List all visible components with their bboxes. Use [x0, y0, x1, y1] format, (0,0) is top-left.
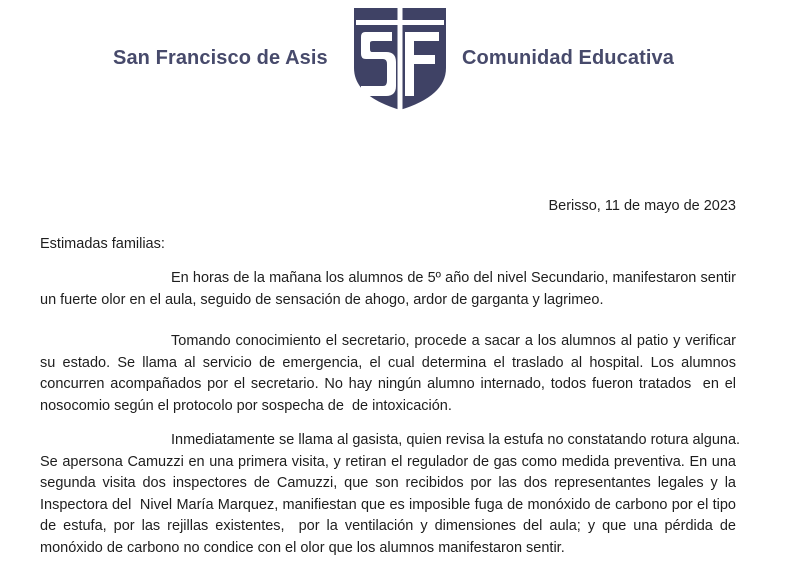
paragraph-line: nosocomio según el protocolo por sospecha de de intoxicación. [40, 397, 452, 414]
paragraph-line: concurren acompañados por el secretario. No hay ningún alumno internado, todos fueron tratados en el [40, 376, 736, 392]
salutation: Estimadas familias: [40, 236, 165, 252]
paragraph-line: su estado. Se llama al servicio de emergencia, el cual determina el traslado al hospital. Los alumnos [40, 354, 736, 371]
paragraph-line: Se apersona Camuzzi en una primera visita, y retiran el regulador de gas como medida preventiva. En una [40, 453, 736, 470]
paragraph-line: Inspectora del Nivel María Marquez, manifiestan que es imposible fuga de monóxido de carbono por el tipo [40, 496, 736, 513]
school-name: San Francisco de Asis [113, 47, 328, 69]
community-name: Comunidad Educativa [462, 47, 674, 69]
paragraph-line: de estufa, por las rejillas existentes, por la ventilación y dimensiones del aula; y que una pérdida de [40, 518, 736, 534]
paragraph-line: monóxido de carbono no condice con el olor que los alumnos manifestaron sentir. [40, 539, 565, 556]
letterhead [0, 0, 799, 120]
paragraph-line: un fuerte olor en el aula, seguido de sensación de ahogo, ardor de garganta y lagrimeo. [40, 291, 604, 308]
paragraph-line: segunda visita dos inspectores de Camuzzi, que son recibidos por las dos representantes legales y la [40, 475, 736, 491]
paragraph-3 [40, 430, 741, 559]
sf-shield-icon [350, 6, 450, 112]
paragraph-line: Inmediatamente se llama al gasista, quien revisa la estufa no constatando rotura alguna. [171, 432, 741, 448]
paragraph-line: Tomando conocimiento el secretario, procede a sacar a los alumnos al patio y verificar [171, 333, 736, 349]
school-logo [350, 6, 450, 112]
paragraph-2 [40, 331, 736, 417]
paragraph-1 [40, 268, 736, 311]
date-line: Berisso, 11 de mayo de 2023 [548, 198, 736, 214]
paragraph-line: En horas de la mañana los alumnos de 5º año del nivel Secundario, manifestaron sentir [171, 270, 736, 286]
